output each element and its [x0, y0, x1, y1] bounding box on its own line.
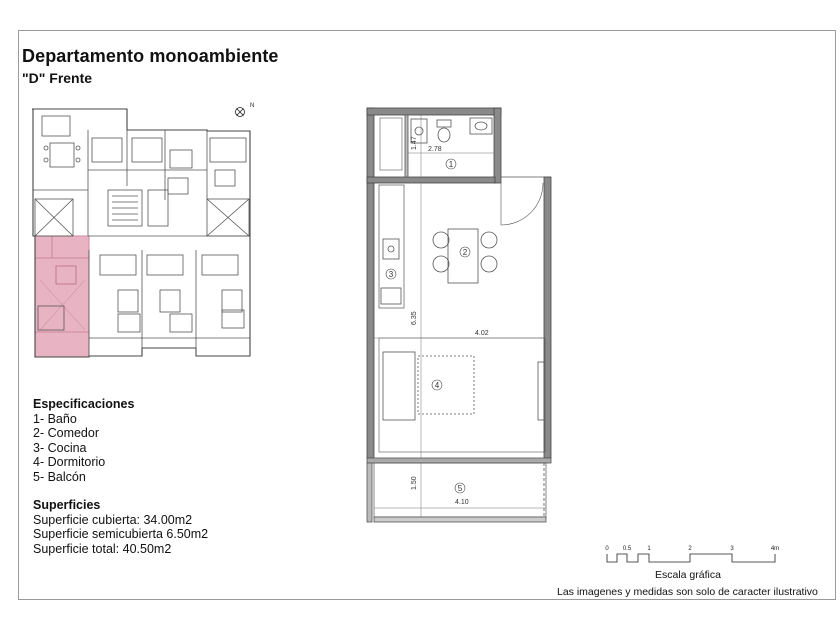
scale-tick-1: 1	[647, 546, 651, 552]
dimension-labels	[411, 136, 489, 506]
specifications-heading: Especificaciones	[33, 397, 135, 411]
room-number-markers	[386, 159, 470, 493]
room-number-3: 3	[388, 270, 394, 279]
room-number-5: 5	[457, 484, 463, 493]
room-number-1: 1	[448, 160, 454, 169]
scale-tick-2: 2	[688, 546, 692, 552]
surface-item: Superficie semicubierta 6.50m2	[33, 527, 209, 542]
building-key-plan	[32, 109, 250, 357]
scale-tick-0: 0	[605, 546, 609, 552]
scale-tick-4m: 4m	[770, 546, 780, 552]
dim-bath-width: 2.78	[428, 146, 442, 153]
unit-subtitle: "D" Frente	[22, 70, 93, 86]
dim-main-width: 4.02	[475, 330, 489, 337]
surface-item: Superficie cubierta: 34.00m2	[33, 512, 193, 527]
scale-tick-0-5: 0.5	[622, 546, 632, 552]
surfaces-heading: Superficies	[33, 498, 101, 512]
north-label: N	[250, 103, 255, 109]
scale-tick-3: 3	[730, 546, 734, 552]
spec-item: 5- Balcón	[33, 469, 86, 484]
highlighted-unit-d	[35, 236, 89, 357]
unit-floor-plan	[367, 108, 551, 522]
room-number-4: 4	[434, 381, 440, 390]
dim-balcony-depth: 1.50	[411, 476, 418, 490]
spec-item: 4- Dormitorio	[33, 455, 106, 470]
spec-item: 1- Baño	[33, 411, 77, 426]
page-title: Departamento monoambiente	[22, 46, 279, 66]
surfaces-section	[33, 498, 208, 556]
spec-item: 3- Cocina	[33, 440, 87, 455]
north-arrow-icon	[236, 103, 255, 117]
scale-bar	[605, 546, 779, 562]
dim-balcony-width: 4.10	[455, 499, 469, 506]
disclaimer-text: Las imagenes y medidas son solo de caracter ilustrativo	[557, 586, 818, 598]
spec-item: 2- Comedor	[33, 426, 99, 441]
dim-main-length: 6.35	[411, 311, 418, 325]
dim-bath-height: 1.47	[411, 136, 418, 150]
surface-item: Superficie total: 40.50m2	[33, 541, 172, 556]
specifications-section	[33, 397, 134, 485]
room-number-2: 2	[462, 248, 468, 257]
scale-label: Escala gráfica	[655, 569, 721, 581]
